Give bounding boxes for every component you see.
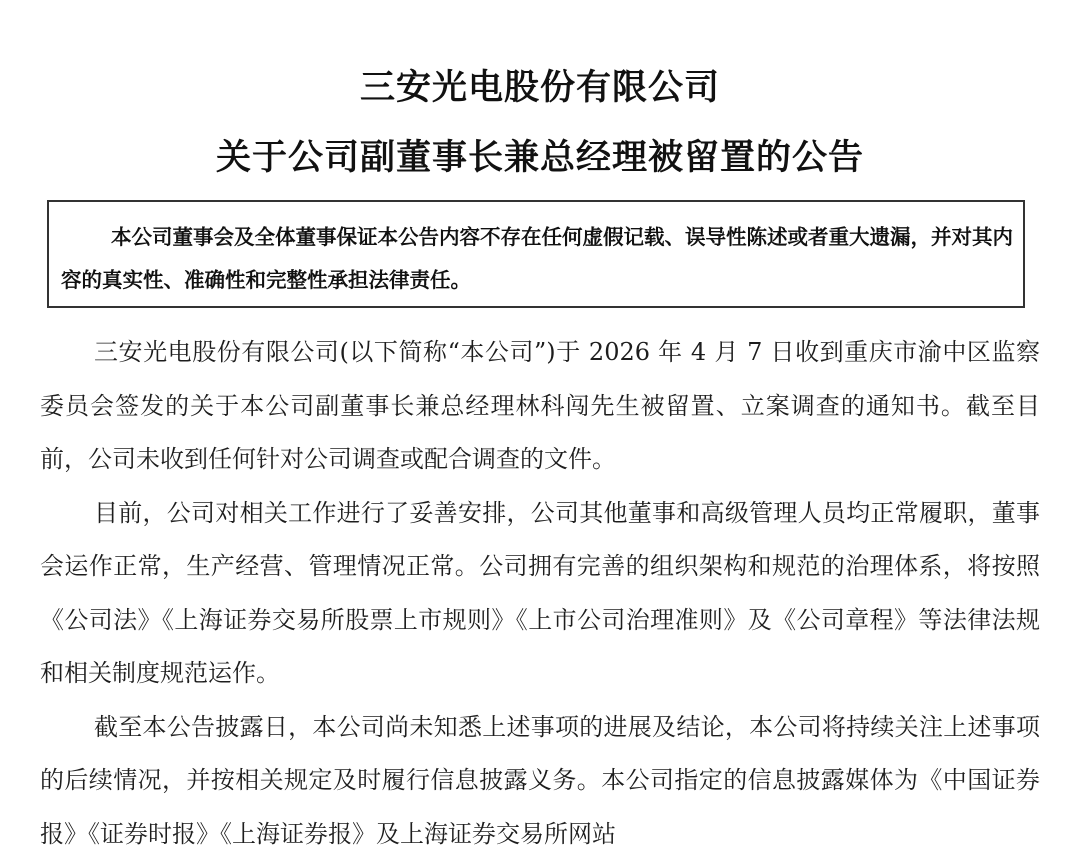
document-subtitle: 关于公司副董事长兼总经理被留置的公告 [0,130,1080,180]
body-paragraph-3: 截至本公告披露日，本公司尚未知悉上述事项的进展及结论，本公司将持续关注上述事项的后续情况，并按相关规定及时履行信息披露义务。本公司指定的信息披露媒体为《中国证券报》《证券时报》《上海证券报》及上海证券交易所网站 [40,701,1040,861]
document-body [40,326,1040,861]
notice-text: 本公司董事会及全体董事保证本公告内容不存在任何虚假记载、误导性陈述或者重大遗漏，并对其内容的真实性、准确性和完整性承担法律责任。 [61,216,1013,302]
body-paragraph-2: 目前，公司对相关工作进行了妥善安排，公司其他董事和高级管理人员均正常履职，董事会运作正常，生产经营、管理情况正常。公司拥有完善的组织架构和规范的治理体系，将按照《公司法》《上海证券交易所股票上市规则》《上市公司治理准则》及《公司章程》等法律法规和相关制度规范运作。 [40,487,1040,701]
notice-box [47,200,1025,308]
document-title: 三安光电股份有限公司 [0,60,1080,110]
body-paragraph-1: 三安光电股份有限公司(以下简称“本公司”)于 2026 年 4 月 7 日收到重庆市渝中区监察委员会签发的关于本公司副董事长兼总经理林科闯先生被留置、立案调查的通知书。截至目前，公司未收到任何针对公司调查或配合调查的文件。 [40,326,1040,487]
